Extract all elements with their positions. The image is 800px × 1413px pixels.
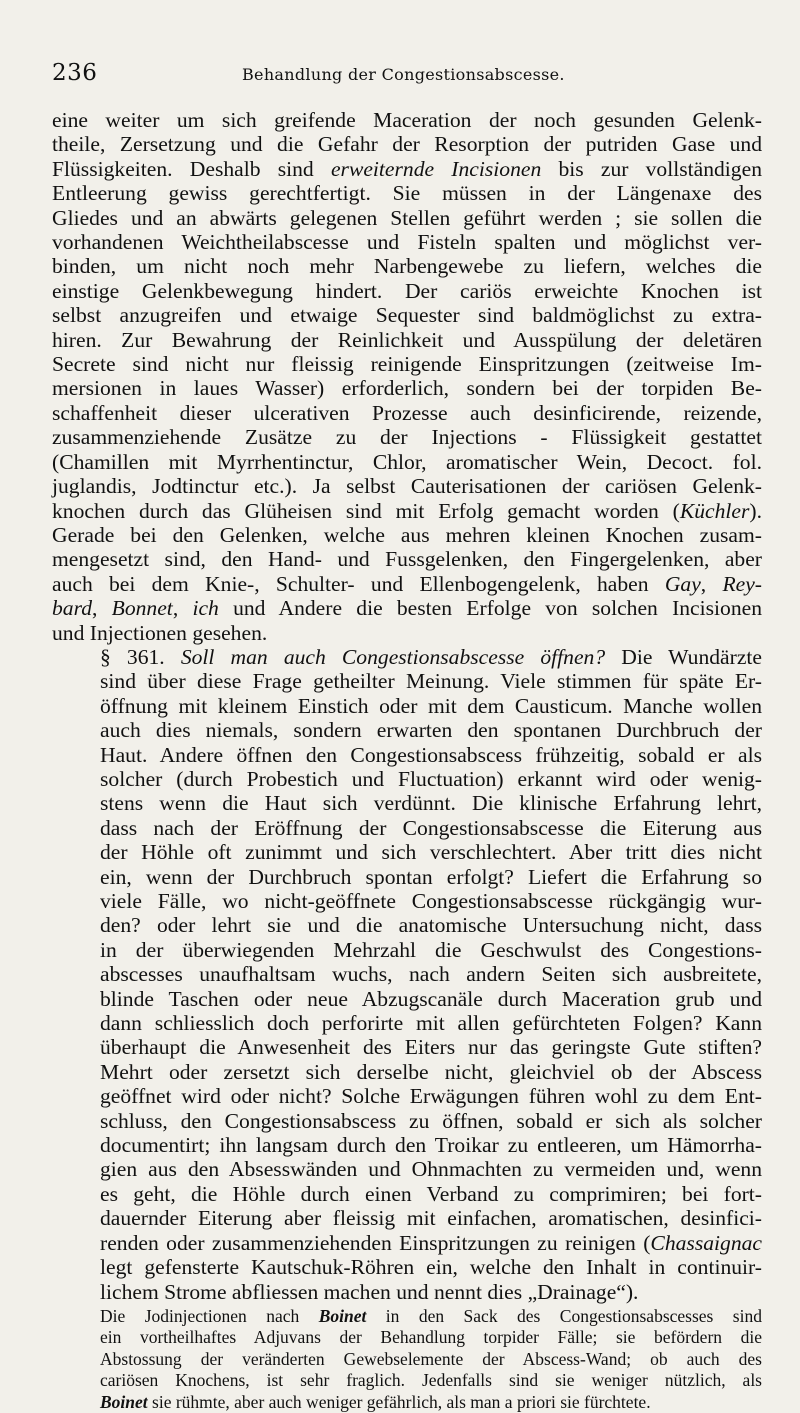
text-line: gien aus den Absesswänden und Ohnmachten zu vermeiden und, wenn xyxy=(100,1157,762,1182)
text-line: renden oder zusammenziehenden Einspritzungen zu reinigen (Chassaignac xyxy=(100,1230,762,1255)
text-line: Flüssigkeiten. Deshalb sind erweiternde Incisionen bis zur vollständigen xyxy=(52,156,762,181)
text-line: hiren. Zur Bewahrung der Reinlichkeit und Ausspülung der deletären xyxy=(52,327,762,352)
text-line: § 361. Soll man auch Congestionsabscesse öffnen? Die Wundärzte xyxy=(100,644,762,669)
text-line: Gliedes und an abwärts gelegenen Stellen geführt werden ; sie sollen die xyxy=(52,205,762,230)
section-question: Soll man auch Congestionsabscesse öffnen? xyxy=(180,644,606,669)
section-number: § 361. xyxy=(100,644,181,669)
text-line: juglandis, Jodtinctur etc.). Ja selbst Cauterisationen der cariösen Gelenk- xyxy=(52,474,762,499)
text-line: den? oder lehrt sie und die anatomische Untersuchung nicht, dass xyxy=(100,913,762,938)
text-line: sind über diese Frage getheilter Meinung. Viele stimmen für späte Er- xyxy=(100,669,762,694)
author-name: bard xyxy=(52,596,92,621)
text-line: selbst anzugreifen und etwaige Sequester sind baldmöglichst zu extra- xyxy=(52,303,762,328)
text-line: abscesses unaufhaltsam wuchs, nach andern Seiten sich ausbreitete, xyxy=(100,962,762,987)
text-line: Entleerung gewiss gerechtfertigt. Sie müssen in der Längenaxe des xyxy=(52,181,762,206)
author-name: Bonnet xyxy=(111,596,173,621)
author-name: Boinet xyxy=(318,1305,367,1326)
text-line: dass nach der Eröffnung der Congestionsabscesse die Eiterung aus xyxy=(100,815,762,840)
text-line: einstige Gelenkbewegung hindert. Der cariös erweichte Knochen ist xyxy=(52,278,762,303)
paragraph-incisions xyxy=(52,108,762,645)
text-line: und Injectionen gesehen. xyxy=(52,620,268,645)
page-number: 236 xyxy=(52,60,98,86)
text-line: (Chamillen mit Myrrhentinctur, Chlor, aromatischer Wein, Decoct. fol. xyxy=(52,449,762,474)
footnote-line: Die Jodinjectionen nach Boinet in den Sack des Congestionsabscesses sind xyxy=(100,1305,762,1326)
footnote xyxy=(52,1306,762,1413)
text-line: lichem Strome abfliessen machen und nennt dies „Drainage“). xyxy=(100,1279,639,1304)
text-line: theile, Zersetzung und die Gefahr der Resorption der putriden Gase und xyxy=(52,132,762,157)
author-name: Boinet xyxy=(100,1391,148,1412)
text-line: ein, wenn der Durchbruch spontan erfolgt? Liefert die Erfahrung so xyxy=(100,864,762,889)
text-line: dauernder Eiterung aber fleissig mit einfachen, aromatischen, desinfici- xyxy=(100,1206,762,1231)
text-line: stens wenn die Haut sich verdünnt. Die klinische Erfahrung lehrt, xyxy=(100,791,762,816)
text-line: documentirt; ihn langsam durch den Troikar zu entleeren, um Hämorrha- xyxy=(100,1133,762,1158)
text-line: solcher (durch Probestich und Fluctuation) erkannt wird oder wenig- xyxy=(100,766,762,791)
author-name: Chassaignac xyxy=(650,1230,762,1255)
text-line: knochen durch das Glüheisen sind mit Erfolg gemacht worden (Küchler). xyxy=(52,498,762,523)
text-line: schluss, den Congestionsabscess zu öffnen, sobald er sich als solcher xyxy=(100,1108,762,1133)
text-line: blinde Taschen oder neue Abzugscanäle durch Maceration grub und xyxy=(100,986,762,1011)
paragraph-section-361 xyxy=(52,645,762,1304)
text-line: Mehrt oder zersetzt sich derselbe nicht, gleichviel ob der Abscess xyxy=(100,1059,762,1084)
author-name: ich xyxy=(192,596,219,621)
text-line: Gerade bei den Gelenken, welche aus mehren kleinen Knochen zusam- xyxy=(52,522,762,547)
text-line: Secrete sind nicht nur fleissig reinigende Einspritzungen (zeitweise Im- xyxy=(52,352,762,377)
emphasis-term: erweiternde Incisionen xyxy=(330,156,542,181)
text-line: mengesetzt sind, den Hand- und Fussgelenken, den Fingergelenken, aber xyxy=(52,547,762,572)
text-line: schaffenheit dieser ulcerativen Prozesse auch desinficirende, reizende, xyxy=(52,400,762,425)
text-line: dann schliesslich doch perforirte mit allen gefürchteten Folgen? Kann xyxy=(100,1011,762,1036)
text-line: vorhandenen Weichtheilabscesse und Fisteln spalten und möglichst ver- xyxy=(52,230,762,255)
text-line: öffnung mit kleinem Einstich oder mit dem Causticum. Manche wollen xyxy=(100,693,762,718)
text-line: eine weiter um sich greifende Maceration der noch gesunden Gelenk- xyxy=(52,108,762,132)
text-line: viele Fälle, wo nicht-geöffnete Congestionsabscesse rückgängig wur- xyxy=(100,889,762,913)
text-line: geöffnet wird oder nicht? Solche Erwägungen führen wohl zu dem Ent- xyxy=(100,1084,762,1109)
text-line: binden, um nicht noch mehr Narbengewebe zu liefern, welches die xyxy=(52,254,762,279)
page-header xyxy=(52,60,762,100)
footnote-line: Boinet sie rühmte, aber auch weniger gefährlich, als man a priori sie fürchtete. xyxy=(100,1391,651,1412)
running-title: Behandlung der Congestionsabscesse. xyxy=(242,65,565,84)
text-line: auch dies niemals, sondern erwarten den spontanen Durchbruch der xyxy=(100,718,762,743)
text-line: überhaupt die Anwesenheit des Eiters nur das geringste Gute stiften? xyxy=(100,1035,762,1060)
text-line: es geht, die Höhle durch einen Verband zu comprimiren; bei fort- xyxy=(100,1181,762,1206)
author-name: Küchler xyxy=(679,498,750,523)
text-line: bard, Bonnet, ich und Andere die besten Erfolge von solchen Incisionen xyxy=(52,596,763,621)
text-line: auch bei dem Knie-, Schulter- und Ellenbogengelenk, haben Gay, Rey- xyxy=(52,571,763,596)
text-line: zusammenziehende Zusätze zu der Injections - Flüssigkeit gestattet xyxy=(52,425,762,450)
text-line: der Höhle oft zunimmt und sich verschlechtert. Aber tritt dies nicht xyxy=(100,840,762,865)
author-name: Gay xyxy=(664,571,701,596)
text-line: legt gefensterte Kautschuk-Röhren ein, welche den Inhalt in continuir- xyxy=(100,1255,762,1280)
text-line: Haut. Andere öffnen den Congestionsabscess frühzeitig, sobald er als xyxy=(100,742,762,767)
footnote-line: ein vortheilhaftes Adjuvans der Behandlung torpider Fälle; sie befördern die xyxy=(100,1327,762,1348)
text-line: in der überwiegenden Mehrzahl die Geschwulst des Congestions- xyxy=(100,937,762,962)
footnote-line: Abstossung der veränderten Gewebselemente der Abscess-Wand; ob auch des xyxy=(100,1348,762,1369)
text-line: mersionen in laues Wasser) erforderlich, sondern bei der torpiden Be- xyxy=(52,376,762,401)
footnote-line: cariösen Knochens, ist sehr fraglich. Jedenfalls sind sie weniger nützlich, als xyxy=(100,1370,762,1391)
author-name: Rey- xyxy=(722,571,763,596)
